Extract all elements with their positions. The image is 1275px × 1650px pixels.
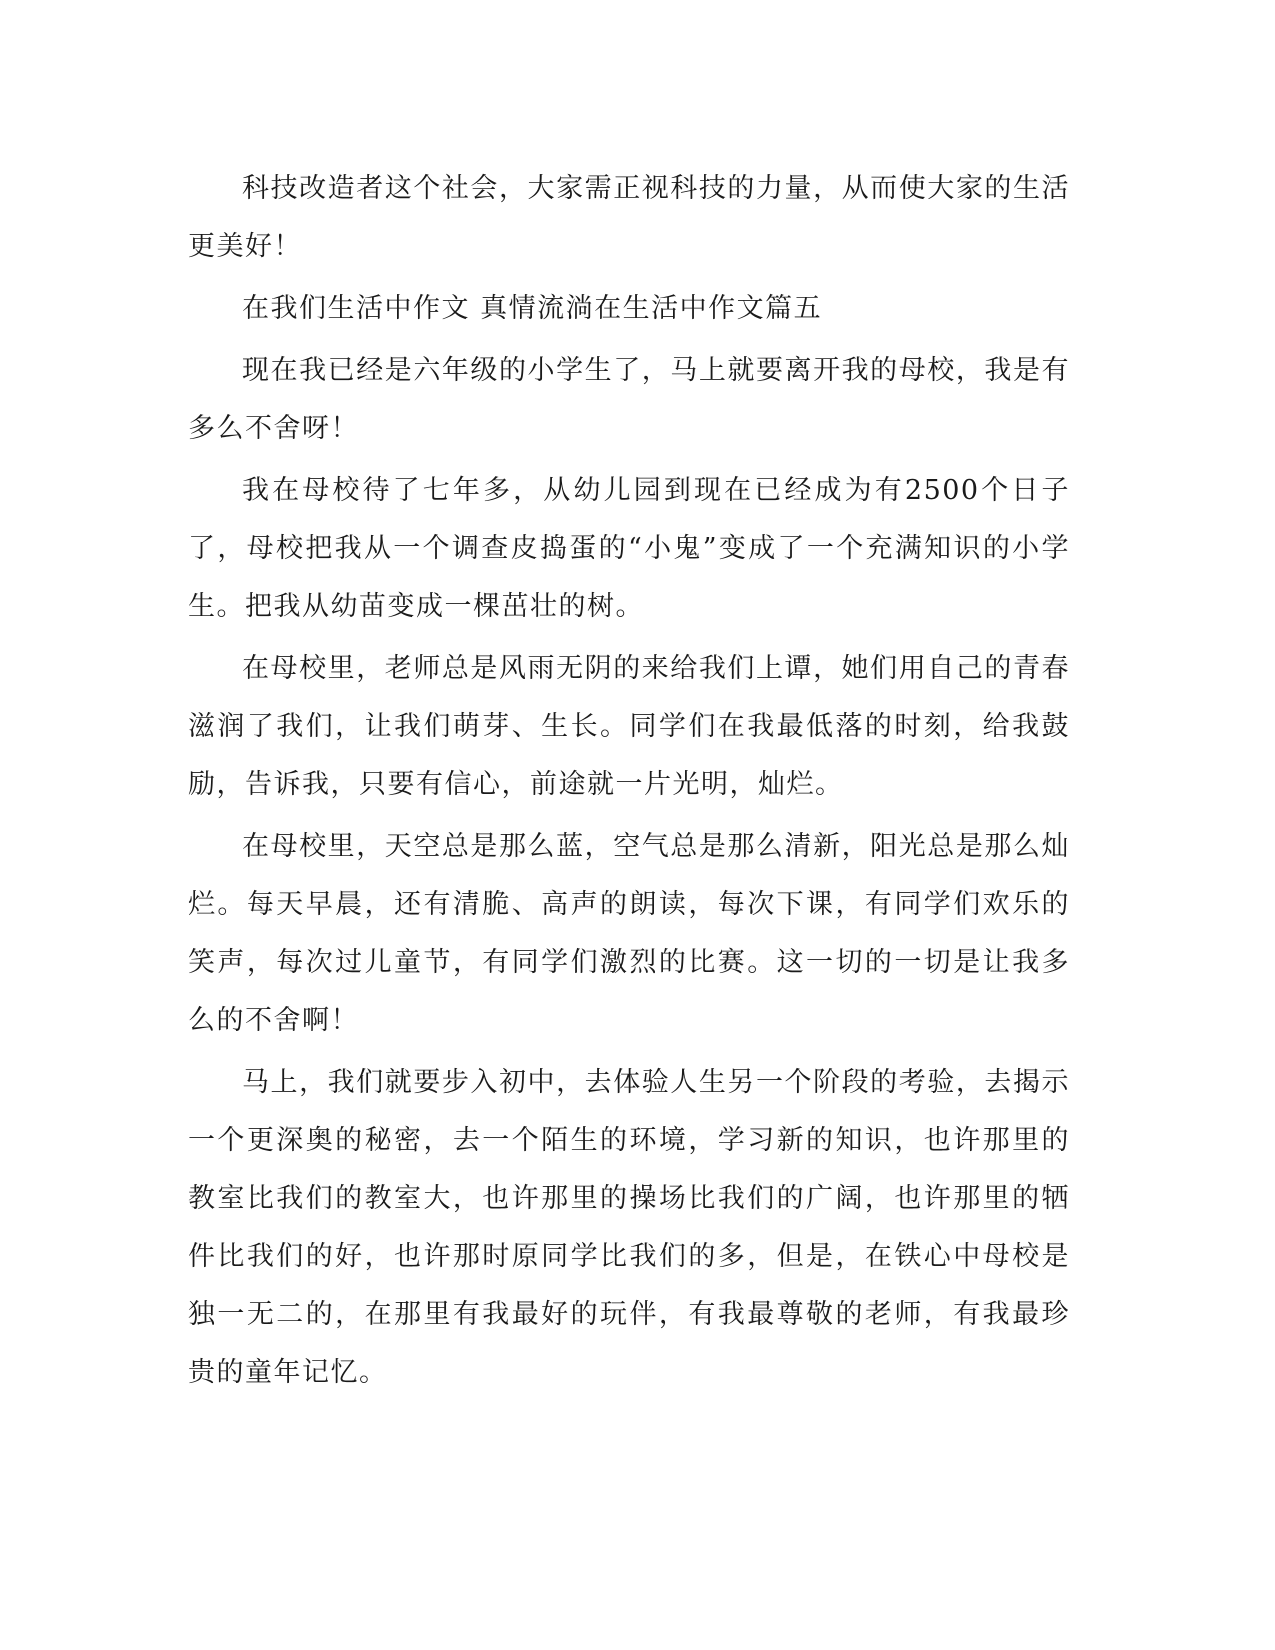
paragraph-1: 科技改造者这个社会，大家需正视科技的力量，从而使大家的生活更美好！ <box>188 173 1070 262</box>
paragraph-3: 我在母校待了七年多，从幼儿园到现在已经成为有2500个日子了，母校把我从一个调查皮捣蛋的“小鬼”变成了一个充满知识的小学生。把我从幼苗变成一棵茁壮的树。 <box>188 475 1070 622</box>
document-body <box>188 160 1070 1406</box>
section-heading: 在我们生活中作文 真情流淌在生活中作文篇五 <box>242 293 823 324</box>
paragraph-2: 现在我已经是六年级的小学生了，马上就要离开我的母校，我是有多么不舍呀！ <box>188 355 1070 444</box>
paragraph-6: 马上，我们就要步入初中，去体验人生另一个阶段的考验，去揭示一个更深奥的秘密，去一个陌生的环境，学习新的知识，也许那里的教室比我们的教室大，也许那里的操场比我们的广阔，也许那里的牺件比我们的好，也许那时原同学比我们的多，但是，在铁心中母校是独一无二的，在那里有我最好的玩伴，有我最尊敬的老师，有我最珍贵的童年记忆。 <box>188 1067 1070 1388</box>
paragraph-5: 在母校里，天空总是那么蓝，空气总是那么清新，阳光总是那么灿烂。每天早晨，还有清脆、高声的朗读，每次下课，有同学们欢乐的笑声，每次过儿童节，有同学们激烈的比赛。这一切的一切是让我多么的不舍啊！ <box>188 831 1070 1036</box>
paragraph-4: 在母校里，老师总是风雨无阴的来给我们上谭，她们用自己的青春滋润了我们，让我们萌芽、生长。同学们在我最低落的时刻，给我鼓励，告诉我，只要有信心，前途就一片光明，灿烂。 <box>188 653 1070 800</box>
